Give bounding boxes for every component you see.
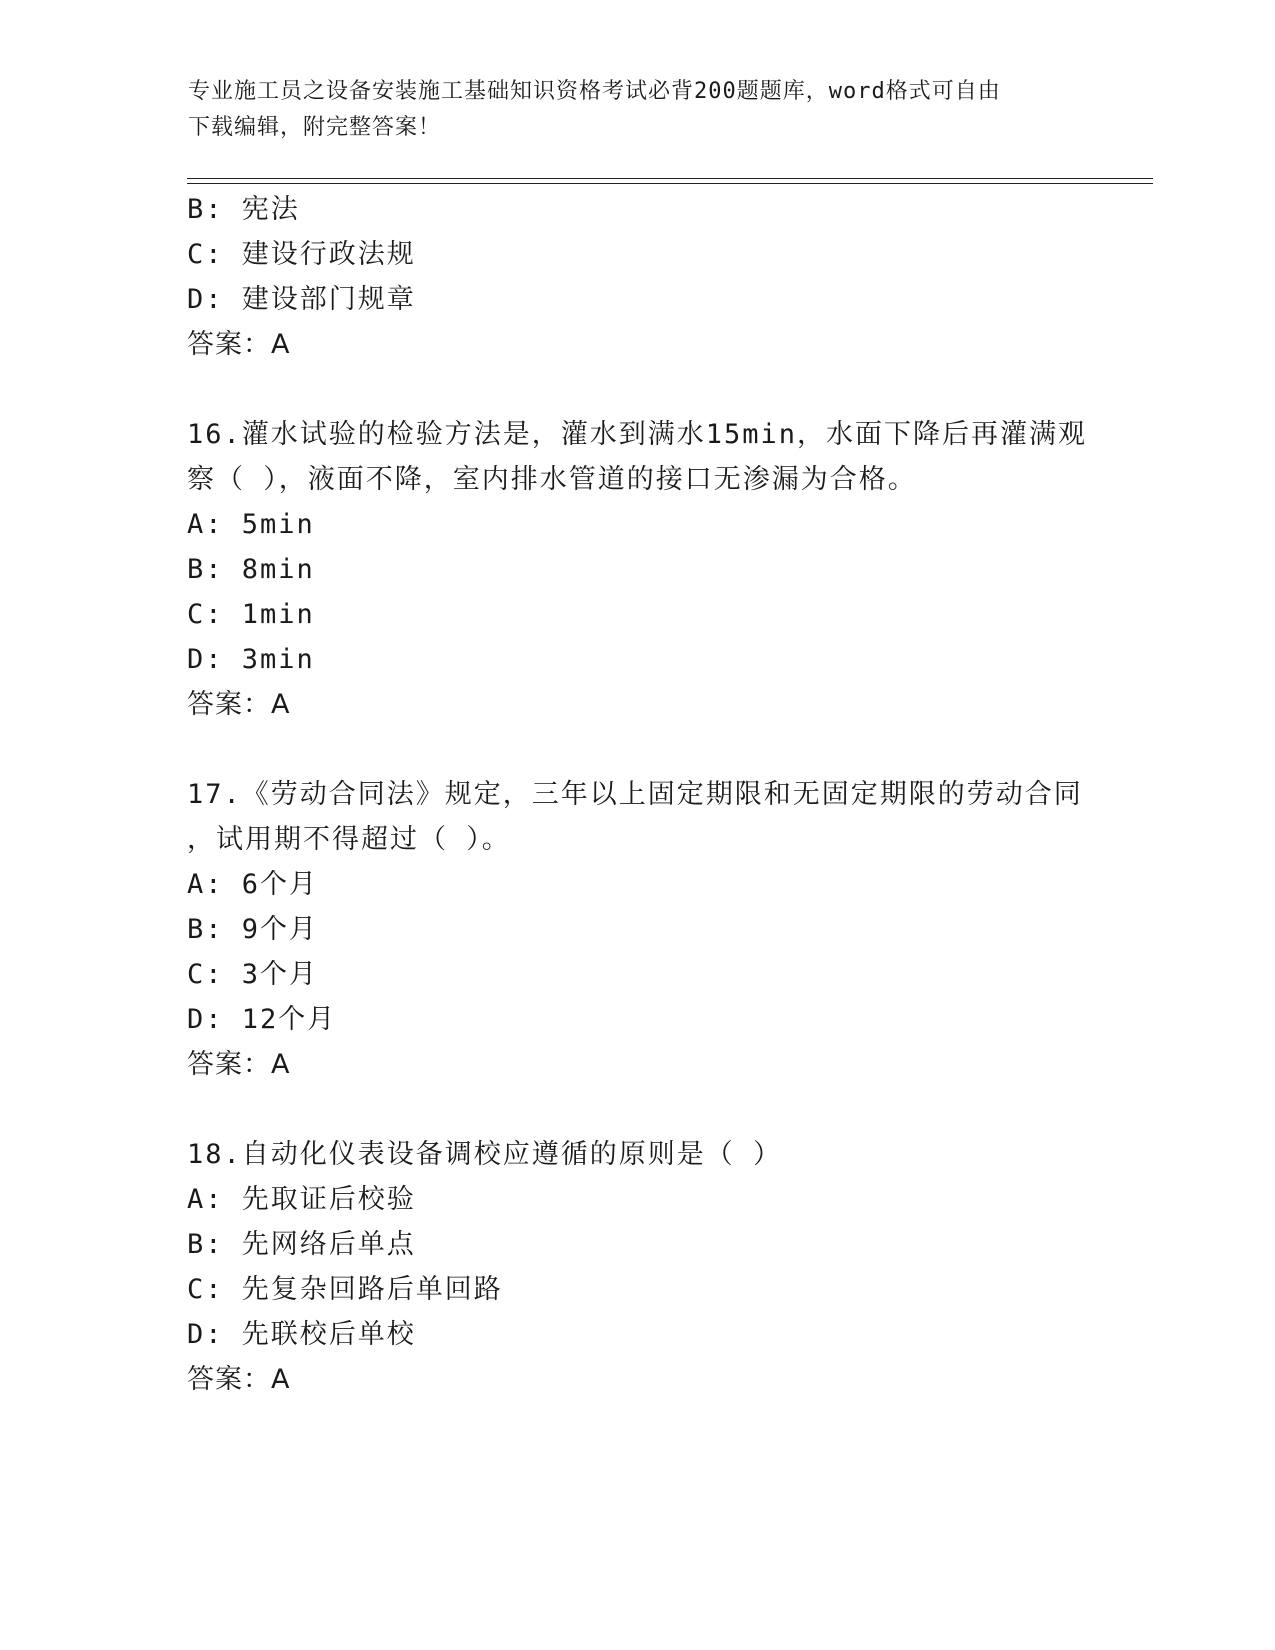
q18-option-d: D: 先联校后单校 — [187, 1319, 416, 1350]
q18-answer: 答案：A — [187, 1364, 291, 1395]
q16-option-a: A: 5min — [187, 509, 315, 540]
q18-option-b: B: 先网络后单点 — [187, 1229, 416, 1260]
header-divider-top — [187, 178, 1153, 179]
q16-answer: 答案：A — [187, 689, 291, 720]
q17-stem-line-1: 17.《劳动合同法》规定，三年以上固定期限和无固定期限的劳动合同 — [187, 779, 1083, 810]
header-line-1: 专业施工员之设备安装施工基础知识资格考试必背200题题库，word格式可自由 — [188, 79, 1001, 104]
q17-option-d: D: 12个月 — [187, 1004, 337, 1035]
q16-stem-line-2: 察（ ），液面不降，室内排水管道的接口无渗漏为合格。 — [187, 464, 917, 495]
q16-option-c: C: 1min — [187, 599, 315, 630]
q15-answer: 答案：A — [187, 329, 291, 360]
q16-option-b: B: 8min — [187, 554, 315, 585]
q18-option-a: A: 先取证后校验 — [187, 1184, 416, 1215]
header-divider-bottom — [187, 183, 1153, 184]
q17-option-b: B: 9个月 — [187, 914, 319, 945]
q15-option-c: C: 建设行政法规 — [187, 239, 416, 270]
q17-option-a: A: 6个月 — [187, 869, 319, 900]
q16-option-d: D: 3min — [187, 644, 315, 675]
document-header — [188, 74, 1068, 146]
q15-option-b: B: 宪法 — [187, 194, 300, 225]
q15-option-d: D: 建设部门规章 — [187, 284, 416, 315]
q17-option-c: C: 3个月 — [187, 959, 319, 990]
header-line-2: 下载编辑，附完整答案！ — [188, 115, 442, 140]
q16-stem-line-1: 16.灌水试验的检验方法是，灌水到满水15min，水面下降后再灌满观 — [187, 419, 1088, 450]
q17-stem-line-2: ，试用期不得超过（ ）。 — [187, 824, 511, 855]
q18-stem-line-1: 18.自动化仪表设备调校应遵循的原则是（ ） — [187, 1139, 783, 1170]
q17-answer: 答案：A — [187, 1049, 291, 1080]
q18-option-c: C: 先复杂回路后单回路 — [187, 1274, 503, 1305]
